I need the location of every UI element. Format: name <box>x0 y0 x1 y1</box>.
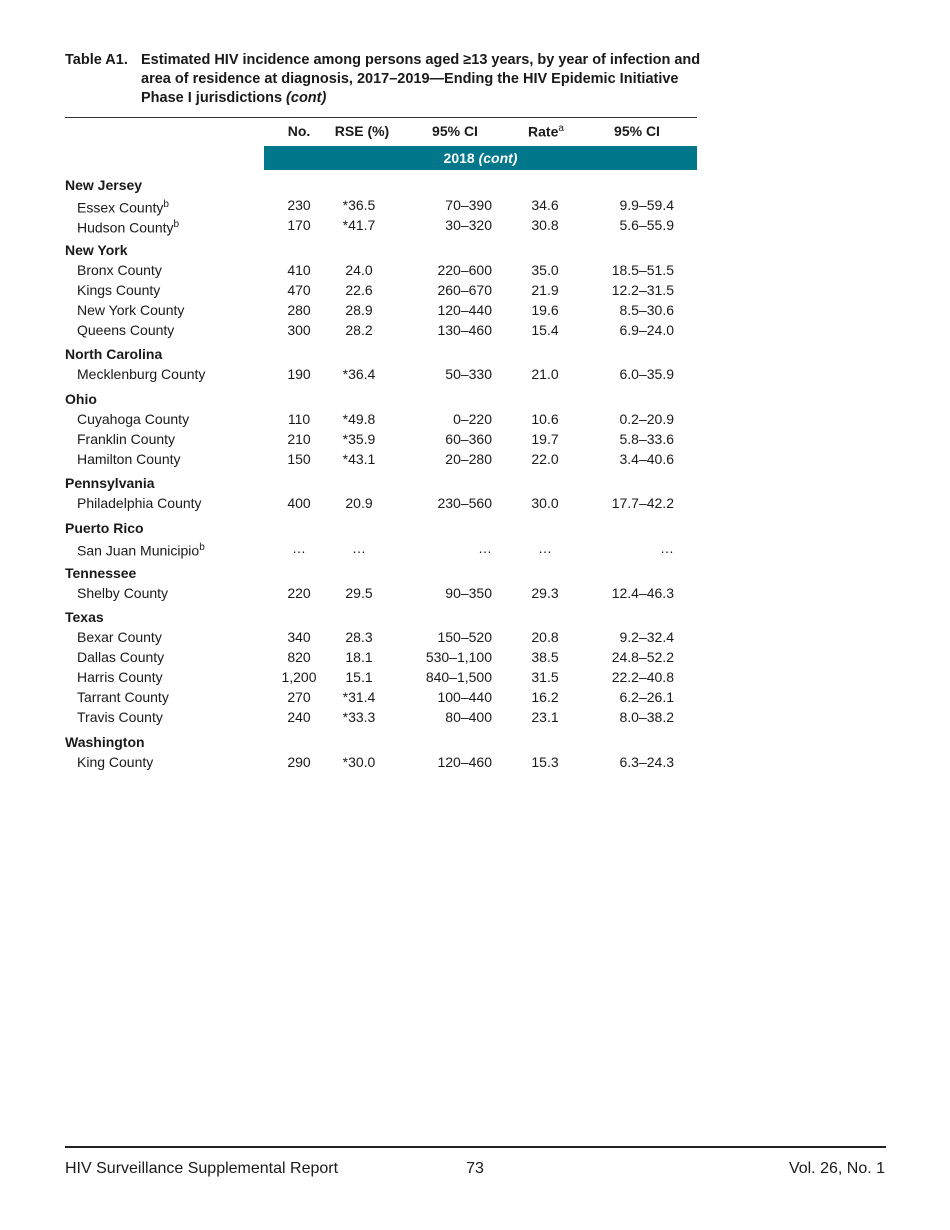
cell-rse: *43.1 <box>342 450 376 467</box>
state-name: Ohio <box>65 390 97 407</box>
county-name <box>77 409 189 429</box>
county-name-text: Hamilton County <box>77 450 181 467</box>
cell-number: 820 <box>287 649 311 666</box>
cell-number: 270 <box>287 689 311 706</box>
footer-volume: Vol. 26, No. 1 <box>788 1160 885 1177</box>
state-name: Pennsylvania <box>65 475 155 492</box>
table-row <box>0 449 950 469</box>
county-name-text: Queens County <box>77 321 175 338</box>
state-row <box>0 389 950 409</box>
footer-page-number: 73 <box>466 1160 484 1177</box>
cell-ci: 230–560 <box>437 495 492 512</box>
cell-rate-ci: … <box>660 540 674 556</box>
cell-ci: 120–440 <box>437 301 492 318</box>
county-name-text: Hudson County <box>77 219 174 236</box>
col-header-ci-rate: 95% CI <box>614 123 660 139</box>
table-row <box>0 409 950 429</box>
cell-rate: 15.3 <box>531 753 559 770</box>
cell-number: … <box>292 540 306 556</box>
county-name <box>77 583 168 603</box>
table-row <box>0 429 950 449</box>
cell-rate: 22.0 <box>531 450 559 467</box>
county-name <box>77 493 202 513</box>
cell-rate-ci: 6.9–24.0 <box>619 321 674 338</box>
cell-rate-ci: 5.6–55.9 <box>619 217 674 233</box>
cell-rate: 30.0 <box>531 495 559 512</box>
cell-rate: 38.5 <box>531 649 559 666</box>
state-name: North Carolina <box>65 346 163 363</box>
table-row <box>0 583 950 603</box>
cell-ci: 60–360 <box>445 430 492 447</box>
county-name-text: Mecklenburg County <box>77 366 206 383</box>
county-footnote-marker: b <box>173 219 180 230</box>
cell-rse: 28.2 <box>345 321 373 338</box>
cell-ci: … <box>478 540 492 556</box>
cell-number: 410 <box>287 261 311 278</box>
cell-rse: *41.7 <box>342 217 376 233</box>
state-name: Puerto Rico <box>65 520 144 536</box>
county-name <box>77 320 174 340</box>
cell-rse: 28.3 <box>345 629 373 646</box>
cell-rate-ci: 8.0–38.2 <box>619 709 674 726</box>
state-name: New Jersey <box>65 177 143 193</box>
table-row <box>0 667 950 687</box>
cell-rate: 20.8 <box>531 629 559 646</box>
cell-rse: *35.9 <box>342 430 376 447</box>
cell-ci: 130–460 <box>437 321 492 338</box>
county-name <box>77 707 163 727</box>
county-name-text: Bronx County <box>77 261 162 278</box>
table-row <box>0 320 950 340</box>
county-name <box>77 429 175 449</box>
cell-number: 290 <box>287 753 311 770</box>
table-row <box>0 195 950 215</box>
cell-rate-ci: 0.2–20.9 <box>619 410 674 427</box>
cell-rse: *36.5 <box>342 197 376 213</box>
county-name <box>77 647 164 667</box>
cell-number: 1,200 <box>281 669 317 686</box>
cell-rse: 28.9 <box>345 301 373 318</box>
table-row <box>0 752 950 772</box>
county-name <box>77 215 179 238</box>
cell-rse: 29.5 <box>345 584 373 601</box>
cell-rate-ci: 3.4–40.6 <box>619 450 674 467</box>
county-name-text: Harris County <box>77 669 163 686</box>
table-caption <box>65 51 705 108</box>
cell-rate: 21.0 <box>531 366 559 383</box>
table-title-cont: (cont) <box>286 90 327 106</box>
cell-number: 340 <box>287 629 311 646</box>
table-row <box>0 707 950 727</box>
cell-number: 150 <box>287 450 311 467</box>
cell-number: 210 <box>287 430 311 447</box>
cell-rate-ci: 9.2–32.4 <box>619 629 674 646</box>
cell-rate: 10.6 <box>531 410 559 427</box>
table-row <box>0 627 950 647</box>
cell-rate-ci: 17.7–42.2 <box>611 495 674 512</box>
cell-ci: 0–220 <box>453 410 492 427</box>
table-row <box>0 364 950 384</box>
state-row <box>0 518 950 538</box>
table-row <box>0 647 950 667</box>
county-name-text: New York County <box>77 301 185 318</box>
state-name: New York <box>65 241 128 258</box>
state-row <box>0 473 950 493</box>
county-name <box>77 752 153 772</box>
cell-rse: 22.6 <box>345 281 373 298</box>
table-row <box>0 300 950 320</box>
county-footnote-marker: b <box>199 542 205 553</box>
county-name-text: Travis County <box>77 709 163 726</box>
cell-rse: *33.3 <box>342 709 376 726</box>
cell-rate: 21.9 <box>531 281 559 298</box>
cell-rse: *36.4 <box>342 366 376 383</box>
cell-number: 110 <box>287 410 311 427</box>
cell-rate-ci: 5.8–33.6 <box>619 430 674 447</box>
cell-rse: … <box>352 540 366 556</box>
county-name-text: Essex County <box>77 199 164 216</box>
state-name: Texas <box>65 609 104 626</box>
cell-rate: … <box>538 540 552 556</box>
cell-ci: 30–320 <box>445 217 492 233</box>
year-band-year: 2018 <box>443 150 475 166</box>
cell-rate: 29.3 <box>531 584 559 601</box>
table-row <box>0 215 950 235</box>
cell-rate-ci: 6.0–35.9 <box>619 366 674 383</box>
county-name-text: Philadelphia County <box>77 495 202 512</box>
state-row <box>0 240 950 260</box>
cell-number: 230 <box>287 197 311 213</box>
cell-rate-ci: 6.2–26.1 <box>619 689 674 706</box>
county-name <box>77 667 163 687</box>
cell-rse: 15.1 <box>345 669 373 686</box>
cell-rate-ci: 24.8–52.2 <box>611 649 674 666</box>
state-row <box>0 344 950 364</box>
cell-rate-ci: 6.3–24.3 <box>619 753 674 770</box>
state-row <box>0 732 950 752</box>
table-row <box>0 260 950 280</box>
county-name <box>77 627 162 647</box>
cell-number: 170 <box>287 217 311 233</box>
cell-number: 470 <box>287 281 311 298</box>
county-name <box>77 280 160 300</box>
state-row <box>0 607 950 627</box>
footer-report-name: HIV Surveillance Supplemental Report <box>65 1160 339 1177</box>
county-name-text: Tarrant County <box>77 689 169 706</box>
county-name-text: Kings County <box>77 281 161 298</box>
cell-rate: 15.4 <box>531 321 559 338</box>
year-band-cont: (cont) <box>478 150 518 166</box>
cell-rse: *31.4 <box>342 689 376 706</box>
state-name: Washington <box>65 733 145 750</box>
cell-ci: 90–350 <box>445 584 492 601</box>
county-name <box>77 538 205 561</box>
col-header-no: No. <box>287 123 311 139</box>
cell-rate: 30.8 <box>531 217 559 233</box>
state-name: Tennessee <box>65 564 137 581</box>
county-name-text: Shelby County <box>77 584 169 601</box>
cell-number: 300 <box>287 321 311 338</box>
table-row <box>0 493 950 513</box>
cell-number: 240 <box>287 709 311 726</box>
table-label: Table A1. <box>65 52 128 68</box>
cell-rse: 20.9 <box>345 495 373 512</box>
cell-ci: 260–670 <box>437 281 492 298</box>
cell-rate-ci: 9.9–59.4 <box>619 197 674 213</box>
cell-ci: 840–1,500 <box>425 669 492 686</box>
county-name-text: Franklin County <box>77 430 176 447</box>
county-name-text: King County <box>77 753 154 770</box>
table-title-text: Estimated HIV incidence among persons aged ≥13 years, by year of infection and area of residence at diagnosis, 2017–2019—Ending the HIV Epidemic Initiative Phase I jurisdictions <box>141 52 701 106</box>
cell-rate: 23.1 <box>531 709 559 726</box>
table-title <box>141 51 705 108</box>
cell-ci: 150–520 <box>437 629 492 646</box>
cell-ci: 80–400 <box>445 709 492 726</box>
cell-ci: 70–390 <box>445 197 492 213</box>
col-header-rate-footnote: a <box>558 123 564 134</box>
county-footnote-marker: b <box>163 199 169 210</box>
cell-rate-ci: 22.2–40.8 <box>611 669 674 686</box>
county-name-text: Bexar County <box>77 629 162 646</box>
cell-rate: 19.6 <box>531 301 559 318</box>
col-header-rate <box>518 123 574 140</box>
year-band <box>264 146 697 170</box>
cell-rate: 16.2 <box>531 689 559 706</box>
col-header-rate-text: Rate <box>528 123 559 140</box>
cell-number: 220 <box>287 584 311 601</box>
county-name-text: Cuyahoga County <box>77 410 190 427</box>
county-name-text: Dallas County <box>77 649 165 666</box>
table-row <box>0 280 950 300</box>
cell-rate-ci: 12.2–31.5 <box>611 281 674 298</box>
table-row <box>0 538 950 558</box>
county-name <box>77 687 169 707</box>
cell-rate: 35.0 <box>531 261 559 278</box>
cell-rate-ci: 12.4–46.3 <box>611 584 674 601</box>
cell-rse: 18.1 <box>345 649 373 666</box>
cell-ci: 100–440 <box>437 689 492 706</box>
state-row <box>0 563 950 583</box>
col-header-ci: 95% CI <box>432 123 478 139</box>
cell-rate-ci: 8.5–30.6 <box>619 301 674 318</box>
cell-rate: 19.7 <box>531 430 559 447</box>
table-top-rule <box>65 117 697 118</box>
county-name <box>77 364 205 384</box>
cell-number: 190 <box>287 366 311 383</box>
cell-ci: 50–330 <box>445 366 492 383</box>
cell-number: 280 <box>287 301 311 318</box>
cell-rse: *49.8 <box>342 410 376 427</box>
cell-ci: 530–1,100 <box>425 649 492 666</box>
cell-rate: 31.5 <box>531 669 559 686</box>
cell-ci: 220–600 <box>437 261 492 278</box>
table-row <box>0 687 950 707</box>
cell-rse: 24.0 <box>345 261 373 278</box>
county-name-text: San Juan Municipio <box>77 542 200 559</box>
county-name <box>77 449 181 469</box>
cell-rate-ci: 18.5–51.5 <box>611 261 674 278</box>
cell-rse: *30.0 <box>342 753 376 770</box>
cell-rate: 34.6 <box>531 197 559 213</box>
state-row <box>0 175 950 195</box>
cell-ci: 20–280 <box>445 450 492 467</box>
footer-rule <box>65 1146 886 1148</box>
col-header-rse: RSE (%) <box>334 123 390 139</box>
county-name <box>77 260 162 280</box>
cell-ci: 120–460 <box>437 753 492 770</box>
county-name <box>77 300 184 320</box>
cell-number: 400 <box>287 495 311 512</box>
